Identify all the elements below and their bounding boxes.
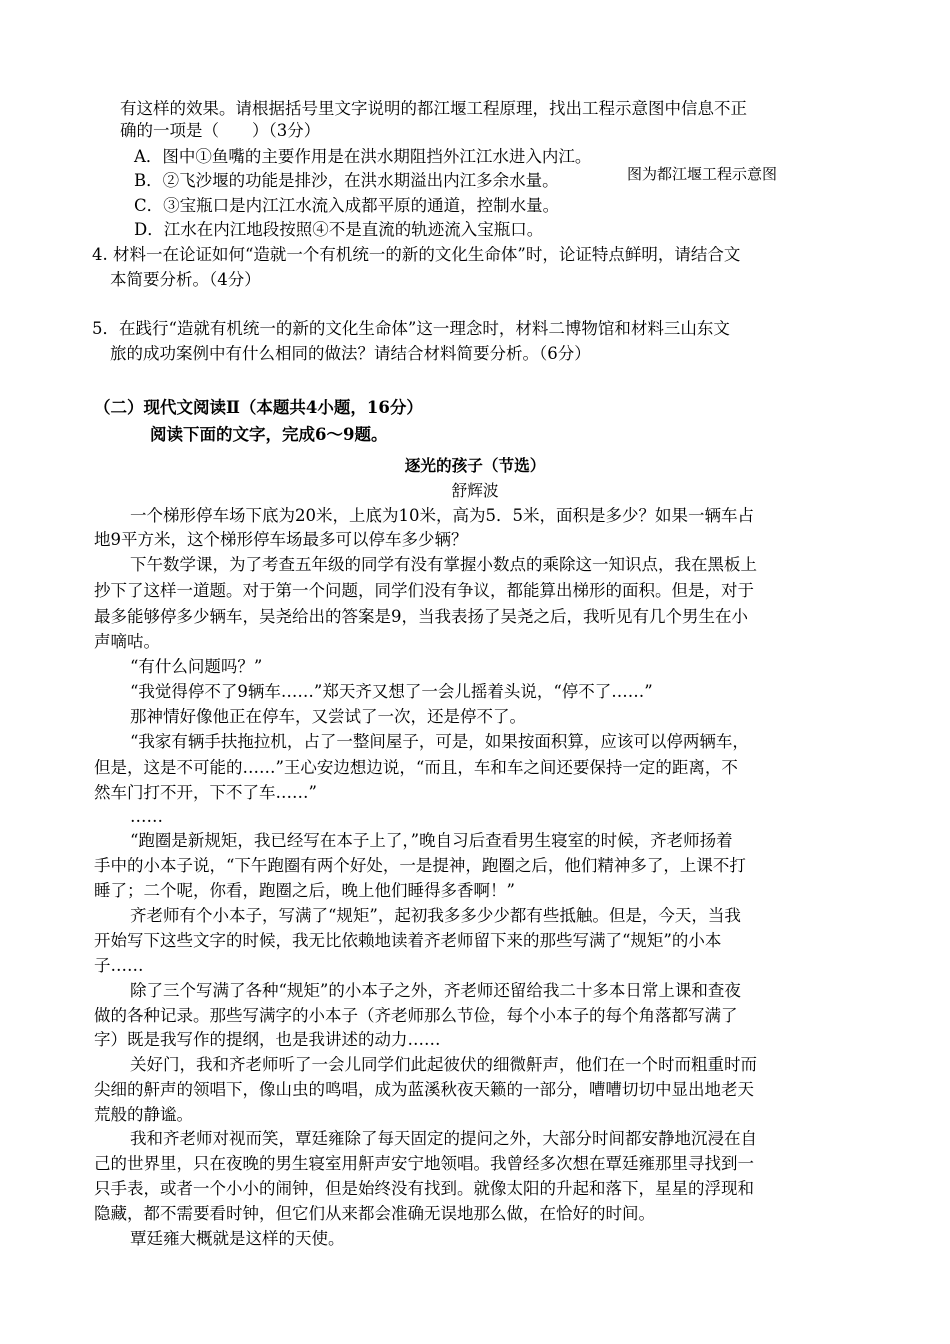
q4-line-1: 4. 材料一在论证如何“造就一个有机统一的新的文化生命体”时，论证特点鲜明，请结合文 — [92, 245, 741, 264]
q3-option-a: A．图中①鱼嘴的主要作用是在洪水期阻挡外江江水进入内江。 — [134, 147, 592, 166]
article-line: 最多能够停多少辆车，吴尧给出的答案是9，当我表扬了吴尧之后，我听见有几个男生在小 — [94, 607, 748, 626]
q3-option-c: C．③宝瓶口是内江江水流入成都平原的通道，控制水量。 — [134, 196, 560, 215]
article-line: 那神情好像他正在停车，又尝试了一次，还是停不了。 — [130, 707, 526, 726]
section-instruction: 阅读下面的文字，完成6～9题。 — [150, 425, 388, 444]
figure-caption: 图为都江堰工程示意图 — [627, 165, 778, 183]
article-line: 荒般的静谧。 — [94, 1105, 193, 1124]
q3-stem-line-2: 确的一项是（ ）（3分） — [120, 121, 321, 140]
q3-option-d: D．江水在内江地段按照④不是直流的轨迹流入宝瓶口。 — [134, 220, 544, 239]
article-line: 但是，这是不可能的……”王心安边想边说，“而且，车和车之间还要保持一定的距离，不 — [94, 758, 738, 777]
article-line: 己的世界里，只在夜晚的男生寝室用鼾声安宁地领唱。我曾经多次想在覃廷雍那里寻找到一 — [94, 1154, 754, 1173]
article-line: 关好门，我和齐老师听了一会儿同学们此起彼伏的细微鼾声，他们在一个时而粗重时而 — [130, 1055, 757, 1074]
article-line: 覃廷雍大概就是这样的天使。 — [130, 1229, 345, 1248]
article-line: 我和齐老师对视而笑，覃廷雍除了每天固定的提问之外，大部分时间都安静地沉浸在自 — [130, 1129, 757, 1148]
section-heading: （二）现代文阅读Ⅱ（本题共4小题，16分） — [94, 398, 423, 417]
article-line: 下午数学课，为了考查五年级的同学有没有掌握小数点的乘除这一知识点，我在黑板上 — [130, 555, 757, 574]
q3-option-b: B．②飞沙堰的功能是排沙，在洪水期溢出内江多余水量。 — [134, 171, 559, 190]
article-line: “我家有辆手扶拖拉机，占了一整间屋子，可是，如果按面积算，应该可以停两辆车， — [130, 732, 749, 751]
article-line: …… — [130, 807, 163, 826]
article-line: 一个梯形停车场下底为20米，上底为10米，高为5．5米，面积是多少？如果一辆车占 — [130, 506, 754, 525]
article-line: 隐藏，都不需要看时钟，但它们从来都会准确无误地那么做，在恰好的时间。 — [94, 1204, 655, 1223]
article-line: 除了三个写满了各种“规矩”的小本子之外，齐老师还留给我二十多本日常上课和查夜 — [130, 981, 741, 1000]
article-line: 手中的小本子说，“下午跑圈有两个好处，一是提神，跑圈之后，他们精神多了，上课不打 — [94, 856, 746, 875]
article-line: “我觉得停不了9辆车……”郑天齐又想了一会儿摇着头说，“停不了……” — [130, 682, 653, 701]
article-line: 开始写下这些文字的时候，我无比依赖地读着齐老师留下来的那些写满了“规矩”的小本 — [94, 931, 722, 950]
article-line: 地9平方米，这个梯形停车场最多可以停车多少辆？ — [94, 530, 468, 549]
article-line: 字）既是我写作的提纲，也是我讲述的动力…… — [94, 1030, 441, 1049]
q4-line-2: 本简要分析。（4分） — [110, 270, 261, 289]
q5-line-1: 5．在践行“造就有机统一的新的文化生命体”这一理念时，材料二博物馆和材料三山东文 — [92, 319, 730, 338]
article-line: 抄下了这样一道题。对于第一个问题，同学们没有争议，都能算出梯形的面积。但是，对于 — [94, 581, 754, 600]
article-author: 舒辉波 — [451, 481, 499, 500]
article-line: 只手表，或者一个小小的闹钟，但是始终没有找到。就像太阳的升起和落下，星星的浮现和 — [94, 1179, 754, 1198]
article-line: “跑圈是新规矩，我已经写在本子上了，”晚自习后查看男生寝室的时候，齐老师扬着 — [130, 831, 733, 850]
q3-stem-line-1: 有这样的效果。请根据括号里文字说明的都江堰工程原理，找出工程示意图中信息不正 — [120, 99, 747, 118]
article-line: 做的各种记录。那些写满字的小本子（齐老师那么节俭，每个小本子的每个角落都写满了 — [94, 1006, 738, 1025]
article-line: 子…… — [94, 956, 144, 975]
q5-line-2: 旅的成功案例中有什么相同的做法？请结合材料简要分析。（6分） — [110, 344, 591, 363]
article-line: 齐老师有个小本子，写满了“规矩”，起初我多多少少都有些抵触。但是，今天，当我 — [130, 906, 741, 925]
article-line: 然车门打不开，下不了车……” — [94, 783, 317, 802]
article-line: “有什么问题吗？” — [130, 657, 263, 676]
article-line: 睡了；二个呢，你看，跑圈之后，晚上他们睡得多香啊！” — [94, 881, 515, 900]
article-line: 声嘀咕。 — [94, 632, 160, 651]
article-line: 尖细的鼾声的领唱下，像山虫的鸣唱，成为蓝溪秋夜天籁的一部分，嘈嘈切切中显出地老天 — [94, 1080, 754, 1099]
article-title: 逐光的孩子（节选） — [404, 456, 546, 475]
